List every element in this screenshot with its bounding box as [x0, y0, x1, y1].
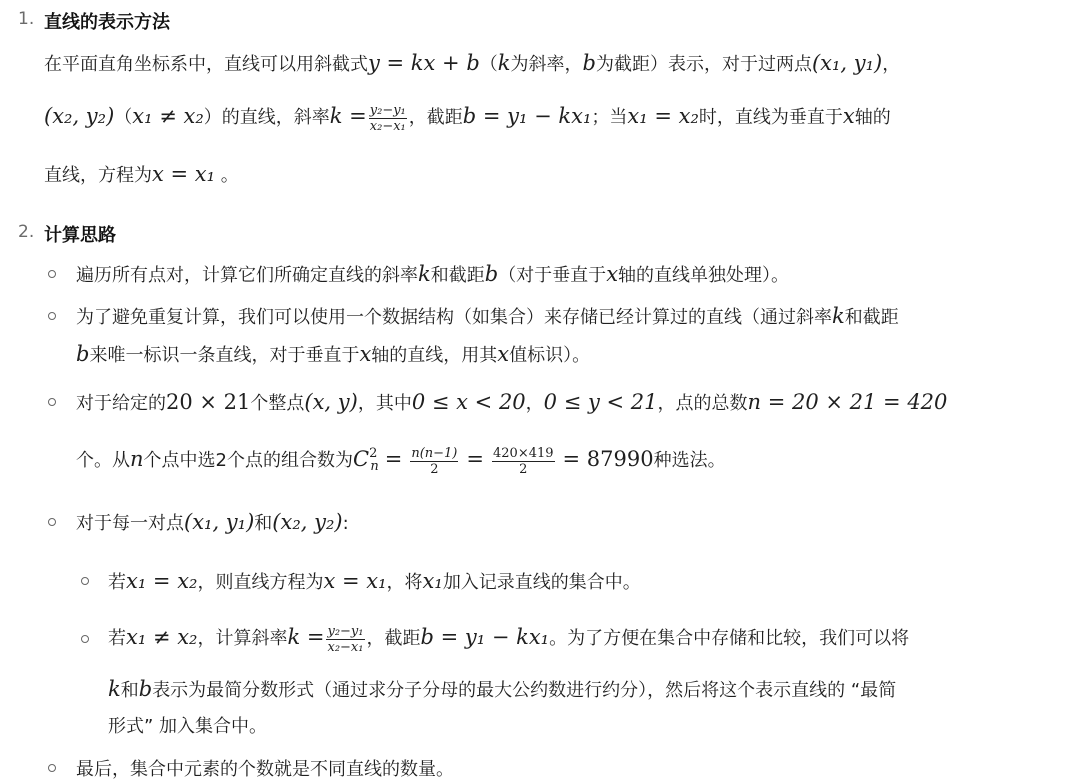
math-x1-neq-x2: x₁ ≠ x₂: [126, 625, 198, 649]
s2-bullet-2-line-1: [76, 303, 899, 329]
s2-sub-bullet-1: [108, 568, 641, 594]
frac-denominator: x₂−x₁: [327, 639, 364, 655]
s2-bullet-2-line-2: [76, 341, 590, 367]
math-x-eq-x1: x = x₁: [323, 569, 387, 593]
math-b: b: [76, 342, 90, 366]
text: 和: [120, 680, 139, 701]
text: 在平面直角坐标系中，直线可以用斜截式: [44, 54, 368, 75]
text: 时，直线为垂直于: [698, 107, 843, 128]
text: 个点中选2个点的组合数为: [143, 450, 353, 471]
slope-fraction: [326, 625, 364, 654]
text: 轴的直线，用其: [371, 345, 498, 366]
math-p1: (x₁, y₁): [184, 510, 255, 534]
math-x1: x₁: [422, 569, 443, 593]
bullet-icon: [48, 518, 56, 526]
s2-sub-bullet-2-line-2: [108, 676, 896, 702]
text: 和截距: [430, 265, 485, 286]
text: 。为了方便在集合中存储和比较，我们可以将: [549, 628, 910, 649]
math-x1-eq-x2: x₁ = x₂: [627, 104, 699, 128]
text: 若: [108, 628, 126, 649]
text: （: [479, 54, 498, 75]
text: 遍历所有点对，计算它们所确定直线的斜率: [76, 265, 418, 286]
text: ，: [882, 54, 901, 75]
math-x1-eq-x2: x₁ = x₂: [126, 569, 198, 593]
math-y-range: 0 ≤ y < 21: [543, 390, 658, 414]
math-eq: =: [384, 447, 403, 471]
sub-bullet-icon: [81, 577, 89, 585]
text: 个整点: [250, 393, 305, 414]
text: ，计算斜率: [197, 628, 288, 649]
math-k: k: [108, 677, 121, 701]
text: 为了避免重复计算，我们可以使用一个数据结构（如集合）来存储已经计算过的直线（通过斜率: [76, 307, 832, 328]
s2-bullet-5: 最后，集合中元素的个数就是不同直线的数量。: [76, 759, 454, 780]
frac-denominator: 2: [519, 461, 528, 477]
s2-bullet-1: [76, 261, 789, 287]
comb-symbol: C: [352, 447, 370, 471]
list-number-1: 1.: [18, 9, 35, 29]
text: 值标识）。: [509, 345, 591, 366]
text: 来唯一标识一条直线，对于垂直于: [89, 345, 360, 366]
math-p1: (x₁, y₁): [811, 51, 883, 75]
s1-line-1: [44, 50, 900, 76]
frac-numerator: y₂−y₁: [327, 623, 364, 639]
frac-denominator: x₂−x₁: [369, 118, 406, 134]
s1-line-2: [44, 103, 891, 133]
text: （对于垂直于: [498, 265, 607, 286]
frac-numerator: n(n−1): [411, 445, 458, 461]
bullet-icon: [48, 764, 56, 772]
math-k: k: [832, 304, 845, 328]
math-grid: 20 × 21: [166, 390, 251, 414]
text: ，则直线方程为: [197, 572, 324, 593]
text: 轴的: [854, 107, 891, 128]
bullet-icon: [48, 270, 56, 278]
frac-denominator: 2: [430, 461, 439, 477]
comb-sup: 2: [369, 446, 378, 461]
section-title-1: 直线的表示方法: [44, 12, 170, 33]
math-x: x: [359, 342, 372, 366]
s2-sub-bullet-2-line-1: [108, 624, 909, 654]
s2-bullet-3-line-1: [76, 389, 947, 415]
text: ，将: [386, 572, 423, 593]
section-title-2: 计算思路: [44, 225, 116, 246]
math-p2: (x₂, y₂): [272, 510, 343, 534]
text: 和截距: [844, 307, 899, 328]
math-intercept-form: y = kx + b: [368, 51, 480, 75]
frac-numerator: y₂−y₁: [369, 102, 406, 118]
math-eq: =: [466, 447, 484, 471]
bullet-icon: [48, 312, 56, 320]
s2-sub-bullet-2-line-3: 形式” 加入集合中。: [108, 716, 268, 737]
math-point-xy: (x, y): [304, 390, 358, 414]
slope-fraction: [369, 104, 407, 133]
comb-sub: n: [370, 459, 379, 474]
text: ，截距: [408, 107, 463, 128]
math-comb: [352, 446, 379, 474]
text: :: [342, 513, 349, 534]
frac-numerator: 420×419: [493, 445, 554, 461]
s1-line-3: [44, 161, 239, 187]
comb-fraction-1: [410, 447, 458, 476]
text: 为斜率，: [510, 54, 583, 75]
math-x: x: [606, 262, 619, 286]
text: 为截距）表示，对于过两点: [595, 54, 812, 75]
math-x1-neq-x2: x₁ ≠ x₂: [132, 104, 204, 128]
text: 和: [254, 513, 273, 534]
math-p2: (x₂, y₂): [44, 104, 115, 128]
math-b-eq: b = y₁ − kx₁: [462, 104, 592, 128]
list-number-2: 2.: [18, 222, 35, 242]
text: 轴的直线单独处理）。: [618, 265, 790, 286]
text: ，截距: [366, 628, 421, 649]
bullet-icon: [48, 398, 56, 406]
text: 。: [215, 165, 239, 186]
text: ）的直线，斜率: [203, 107, 330, 128]
math-b: b: [582, 51, 596, 75]
text: 对于每一对点: [76, 513, 184, 534]
math-b: b: [484, 262, 499, 286]
math-k: k: [418, 262, 431, 286]
text: ，其中: [357, 393, 412, 414]
text: 加入记录直线的集合中。: [442, 572, 641, 593]
math-n-eq: n = 20 × 21 = 420: [747, 390, 948, 414]
math-k: k: [497, 51, 511, 75]
text: 种选法。: [653, 450, 726, 471]
text: 直线，方程为: [44, 165, 152, 186]
math-k-eq: k =: [329, 104, 367, 128]
math-x: x: [842, 104, 855, 128]
math-x-range: 0 ≤ x < 20: [411, 390, 526, 414]
sub-bullet-icon: [81, 635, 89, 643]
math-b-eq: b = y₁ − kx₁: [420, 625, 550, 649]
math-comb-result: = 87990: [562, 447, 654, 471]
math-n: n: [130, 447, 144, 471]
text: 个。从: [76, 450, 130, 471]
math-b: b: [138, 677, 153, 701]
text: 若: [108, 572, 126, 593]
s2-bullet-4: [76, 509, 349, 535]
text: 表示为最简分数形式（通过求分子分母的最大公约数进行约分），然后将这个表示直线的 “最简: [152, 680, 897, 701]
comb-fraction-2: [492, 447, 555, 476]
text: ，: [525, 393, 544, 414]
math-x-eq-x1: x = x₁: [152, 162, 216, 186]
math-x: x: [497, 342, 510, 366]
text: ，点的总数: [657, 393, 748, 414]
text: （: [114, 107, 133, 128]
math-k-eq: k =: [287, 625, 325, 649]
text: 对于给定的: [76, 393, 166, 414]
text: ；当: [591, 107, 628, 128]
s2-bullet-3-line-2: [76, 446, 726, 476]
